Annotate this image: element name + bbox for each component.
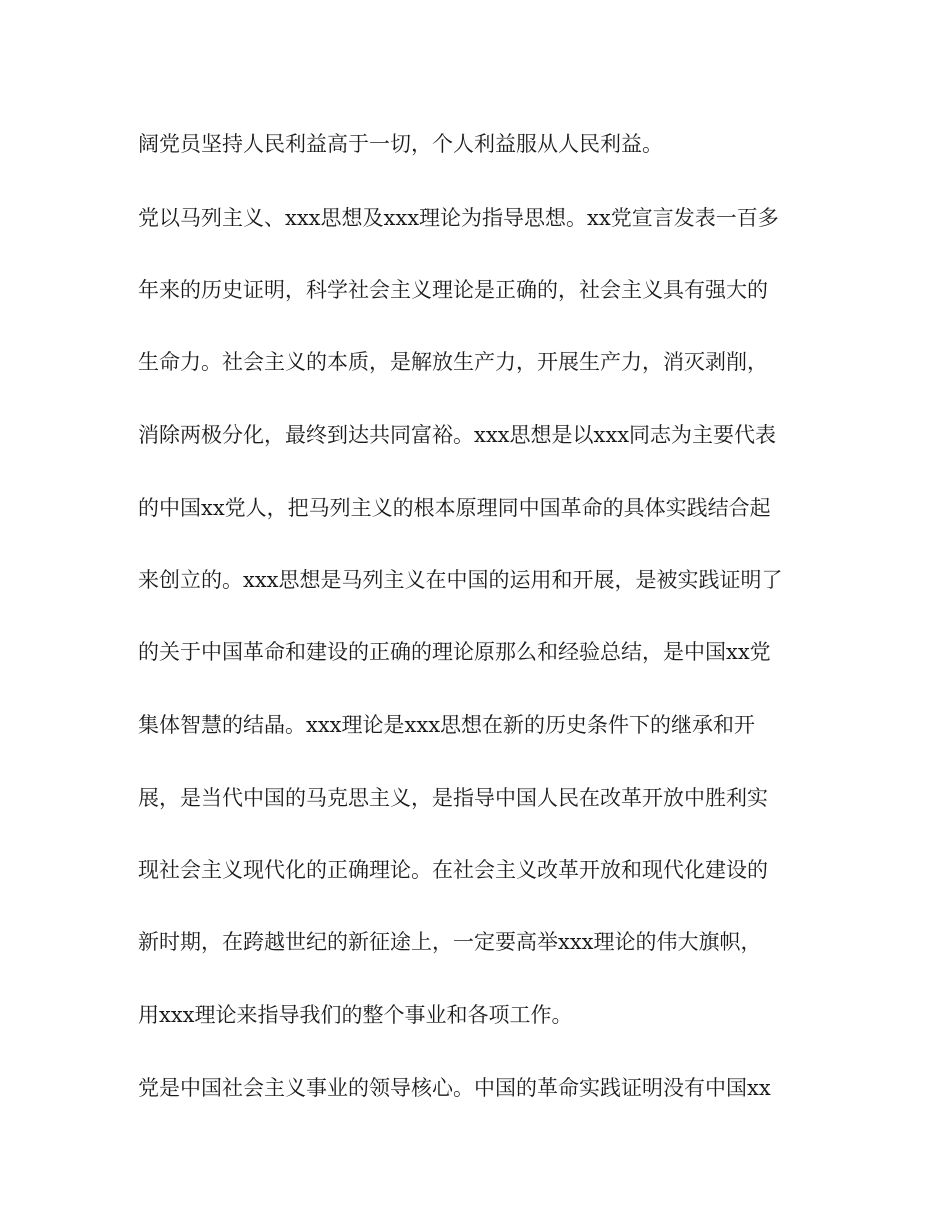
text-line: 党是中国社会主义事业的领导核心。中国的革命实践证明没有中国xx [138, 1076, 771, 1100]
text-line: 的中国xx党人，把马列主义的根本原理同中国革命的具体实践结合起 [138, 496, 771, 520]
text-line: 生命力。社会主义的本质，是解放生产力，开展生产力，消灭剥削， [138, 350, 768, 374]
text-line: 消除两极分化，最终到达共同富裕。xxx思想是以xxx同志为主要代表 [138, 423, 777, 447]
text-line: 阔党员坚持人民利益高于一切，个人利益服从人民利益。 [138, 132, 663, 156]
text-line: 展，是当代中国的马克思主义，是指导中国人民在改革开放中胜利实 [138, 786, 768, 810]
text-line: 现社会主义现代化的正确理论。在社会主义改革开放和现代化建设的 [138, 858, 768, 882]
text-line: 年来的历史证明，科学社会主义理论是正确的，社会主义具有强大的 [138, 278, 768, 302]
text-line: 党以马列主义、xxx思想及xxx理论为指导思想。xx党宣言发表一百多 [138, 206, 779, 230]
text-line: 来创立的。xxx思想是马列主义在中国的运用和开展，是被实践证明了 [138, 568, 783, 592]
text-line: 新时期，在跨越世纪的新征途上，一定要高举xxx理论的伟大旗帜， [138, 930, 762, 954]
text-line: 用xxx理论来指导我们的整个事业和各项工作。 [138, 1003, 573, 1027]
text-line: 的关于中国革命和建设的正确的理论原那么和经验总结，是中国xx党 [138, 640, 771, 664]
text-line: 集体智慧的结晶。xxx理论是xxx思想在新的历史条件下的继承和开 [138, 713, 756, 737]
